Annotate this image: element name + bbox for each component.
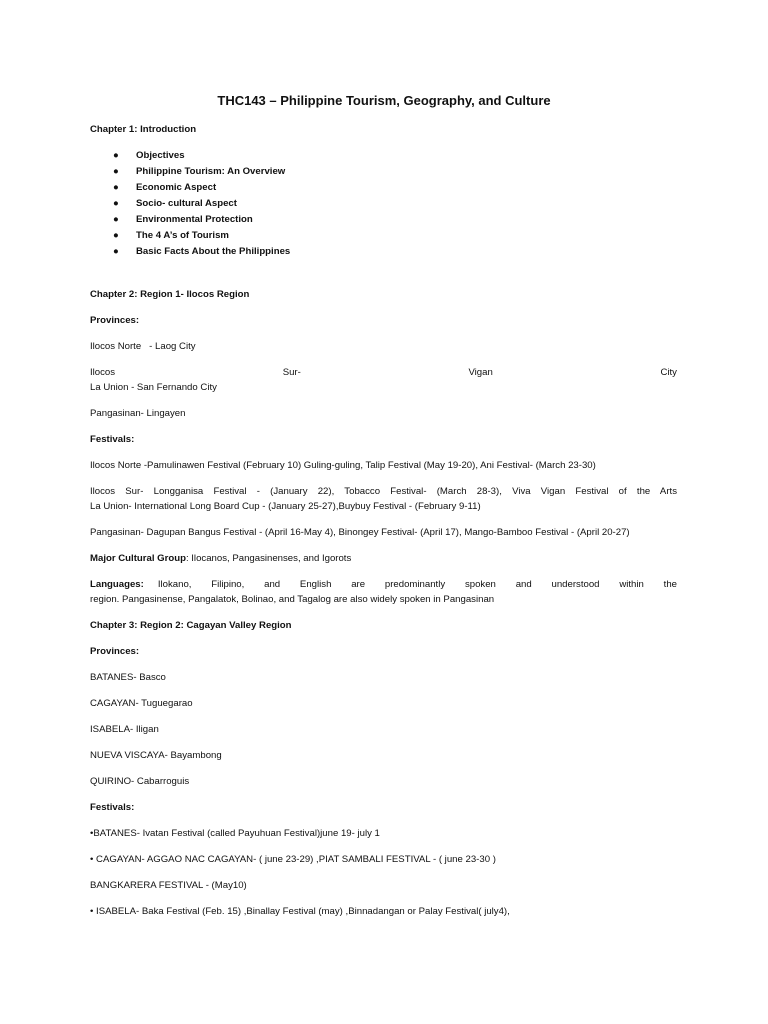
cultural-group-label: Major Cultural Group — [90, 553, 186, 564]
chapter3-provinces-label: Provinces: — [90, 646, 140, 657]
province-word: Sur- — [282, 367, 301, 378]
province-word: City — [660, 367, 677, 378]
list-item-text: Environmental Protection — [136, 214, 253, 225]
document-title: THC143 – Philippine Tourism, Geography, and Culture — [217, 93, 551, 108]
languages-label: Languages: — [90, 579, 144, 590]
bullet-icon: ● — [113, 214, 119, 225]
list-item — [90, 228, 677, 244]
list-item — [90, 196, 677, 212]
list-item-text: Basic Facts About the Philippines — [136, 246, 291, 257]
festival-ilocos-sur — [90, 484, 677, 499]
festival-bangkarera: BANGKARERA FESTIVAL - (May10) — [90, 880, 247, 891]
list-item-text: Objectives — [136, 150, 185, 161]
major-cultural-group — [90, 551, 677, 566]
list-item — [90, 244, 677, 260]
languages-line-1 — [90, 577, 677, 592]
festival-ilocos-norte: Ilocos Norte -Pamulinawen Festival (February 10) Guling-guling, Talip Festival (May 19-20), Ani Festival- (March 23-30) — [90, 460, 596, 471]
province-quirino: QUIRINO- Cabarroguis — [90, 776, 190, 787]
province-cagayan: CAGAYAN- Tuguegarao — [90, 698, 193, 709]
list-item-text: Socio- cultural Aspect — [136, 198, 237, 209]
list-item — [90, 164, 677, 180]
province-ilocos-sur — [90, 365, 677, 380]
festival-isabela: • ISABELA- Baka Festival (Feb. 15) ,Binallay Festival (may) ,Binnadangan or Palay Festival( july4), — [90, 906, 510, 917]
festival-la-union: La Union- International Long Board Cup - (January 25-27),Buybuy Festival - (February 9-11) — [90, 501, 481, 512]
province-nueva-viscaya: NUEVA VISCAYA- Bayambong — [90, 750, 222, 761]
list-item — [90, 148, 677, 164]
list-item — [90, 180, 677, 196]
province-word: Vigan — [468, 367, 493, 378]
province-batanes: BATANES- Basco — [90, 672, 166, 683]
festival-text: Ilocos Sur- Longganisa Festival - (January 22), Tobacco Festival- (March 28-3), Viva Vigan Festival of the Arts — [90, 486, 677, 497]
list-item-text: The 4 A’s of Tourism — [136, 230, 229, 241]
bullet-icon: ● — [113, 150, 119, 161]
chapter2-festivals-label: Festivals: — [90, 434, 135, 445]
list-item — [90, 212, 677, 228]
province-isabela: ISABELA- Iligan — [90, 724, 159, 735]
province-ilocos-norte: Ilocos Norte - Laog City — [90, 341, 196, 352]
bullet-icon: ● — [113, 166, 119, 177]
chapter1-heading: Chapter 1: Introduction — [90, 124, 197, 135]
festival-batanes: •BATANES- Ivatan Festival (called Payuhuan Festival)june 19- july 1 — [90, 828, 380, 839]
chapter3-heading: Chapter 3: Region 2: Cagayan Valley Region — [90, 620, 292, 631]
document-body — [90, 122, 677, 930]
languages-line1-text: Ilokano, Filipino, and English are predominantly spoken and understood within the — [157, 579, 677, 590]
province-la-union: La Union - San Fernando City — [90, 382, 217, 393]
chapter1-topic-list — [90, 148, 677, 260]
chapter3-festivals-label: Festivals: — [90, 802, 135, 813]
festival-cagayan: • CAGAYAN- AGGAO NAC CAGAYAN- ( june 23-29) ,PIAT SAMBALI FESTIVAL - ( june 23-30 ) — [90, 854, 496, 865]
languages-line-2: region. Pangasinense, Pangalatok, Bolinao, and Tagalog are also widely spoken in Pangasinan — [90, 594, 495, 605]
languages-text — [158, 577, 677, 592]
bullet-icon: ● — [113, 230, 119, 241]
cultural-group-text: : Ilocanos, Pangasinenses, and Igorots — [185, 553, 352, 564]
province-pangasinan: Pangasinan- Lingayen — [90, 408, 186, 419]
bullet-icon: ● — [113, 246, 119, 257]
bullet-icon: ● — [113, 198, 119, 209]
chapter2-provinces-label: Provinces: — [90, 315, 140, 326]
list-item-text: Economic Aspect — [136, 182, 217, 193]
list-item-text: Philippine Tourism: An Overview — [136, 166, 286, 177]
bullet-icon: ● — [113, 182, 119, 193]
chapter2-heading: Chapter 2: Region 1- Ilocos Region — [90, 289, 250, 300]
province-word: Ilocos — [90, 367, 116, 378]
festival-pangasinan: Pangasinan- Dagupan Bangus Festival - (April 16-May 4), Binongey Festival- (April 17), Mango-Bamboo Festival - (April 20-27) — [90, 527, 630, 538]
